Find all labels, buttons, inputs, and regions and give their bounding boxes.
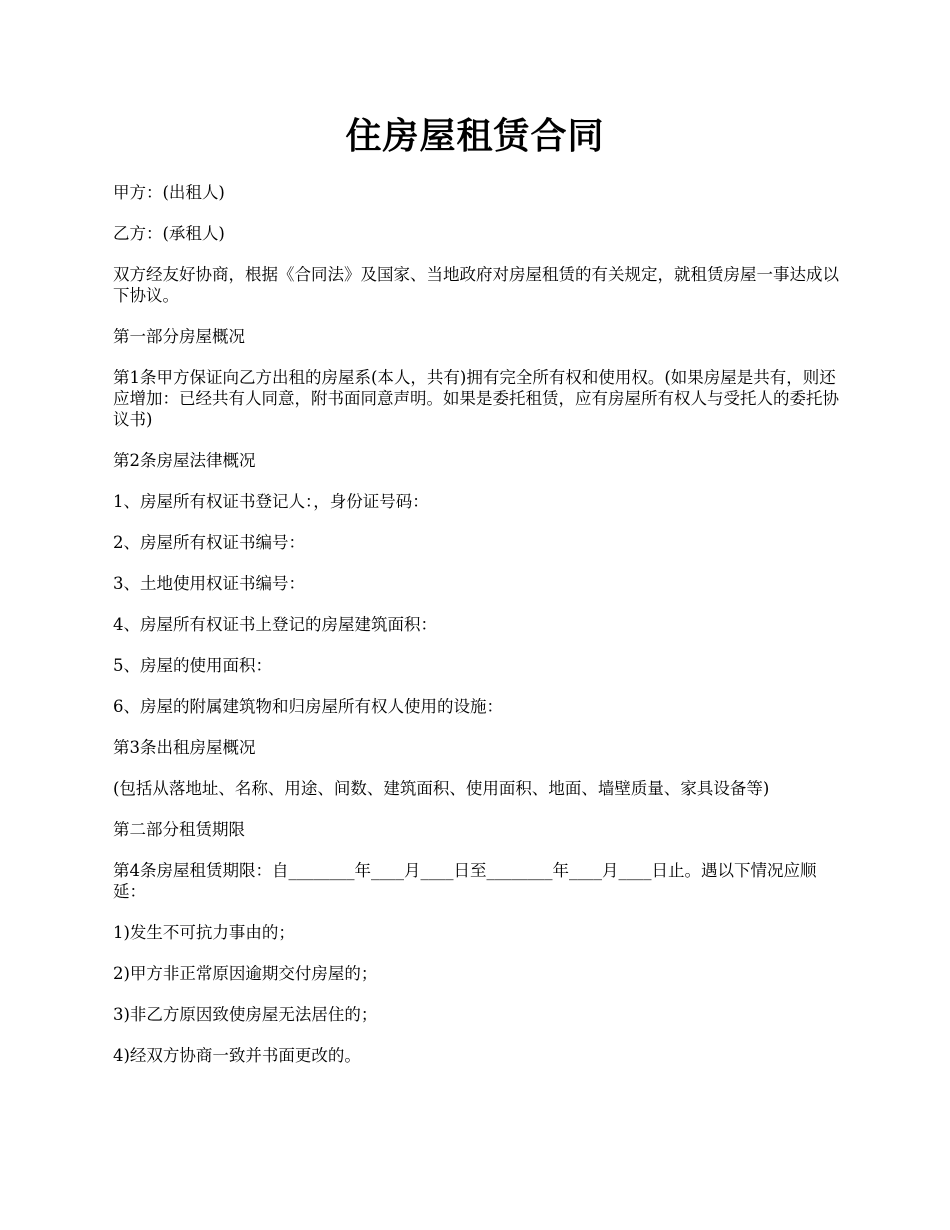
preamble-paragraph: 双方经友好协商，根据《合同法》及国家、当地政府对房屋租赁的有关规定，就租赁房屋一事达成以下协议。	[113, 265, 839, 305]
article-heading: 第2条房屋法律概况	[113, 451, 256, 470]
article-4-paragraph: 第4条房屋租赁期限：自________年____月____日至________年____月____日止。遇以下情况应顺延：	[113, 861, 817, 901]
document-body	[113, 182, 840, 1086]
party-a-line: 甲方：(出租人)	[113, 183, 225, 202]
list-item: 2、房屋所有权证书编号：	[113, 533, 305, 552]
list-item: 3)非乙方原因致使房屋无法居住的；	[113, 1005, 378, 1024]
list-item: 6、房屋的附属建筑物和归房屋所有权人使用的设施：	[113, 697, 503, 716]
article-heading: 第3条出租房屋概况	[113, 738, 256, 757]
list-item: 4)经双方协商一致并书面更改的。	[113, 1046, 361, 1065]
list-item: 1)发生不可抗力事由的；	[113, 923, 295, 942]
article-3-note: (包括从落地址、名称、用途、间数、建筑面积、使用面积、地面、墙壁质量、家具设备等)	[113, 779, 770, 798]
article-1-paragraph: 第1条甲方保证向乙方出租的房屋系(本人，共有)拥有完全所有权和使用权。(如果房屋是共有，则还应增加：已经共有人同意，附书面同意声明。如果是委托租赁，应有房屋所有权人与受托人的委托协议书)	[113, 368, 839, 429]
list-item: 3、土地使用权证书编号：	[113, 574, 305, 593]
party-b-line: 乙方：(承租人)	[113, 224, 225, 243]
section-heading: 第二部分租赁期限	[113, 820, 245, 839]
list-item: 5、房屋的使用面积：	[113, 656, 272, 675]
list-item: 2)甲方非正常原因逾期交付房屋的；	[113, 964, 378, 983]
document-title: 住房屋租赁合同	[345, 115, 605, 157]
section-heading: 第一部分房屋概况	[113, 327, 245, 346]
list-item: 4、房屋所有权证书上登记的房屋建筑面积：	[113, 615, 437, 634]
list-item: 1、房屋所有权证书登记人：，身份证号码：	[113, 492, 429, 511]
